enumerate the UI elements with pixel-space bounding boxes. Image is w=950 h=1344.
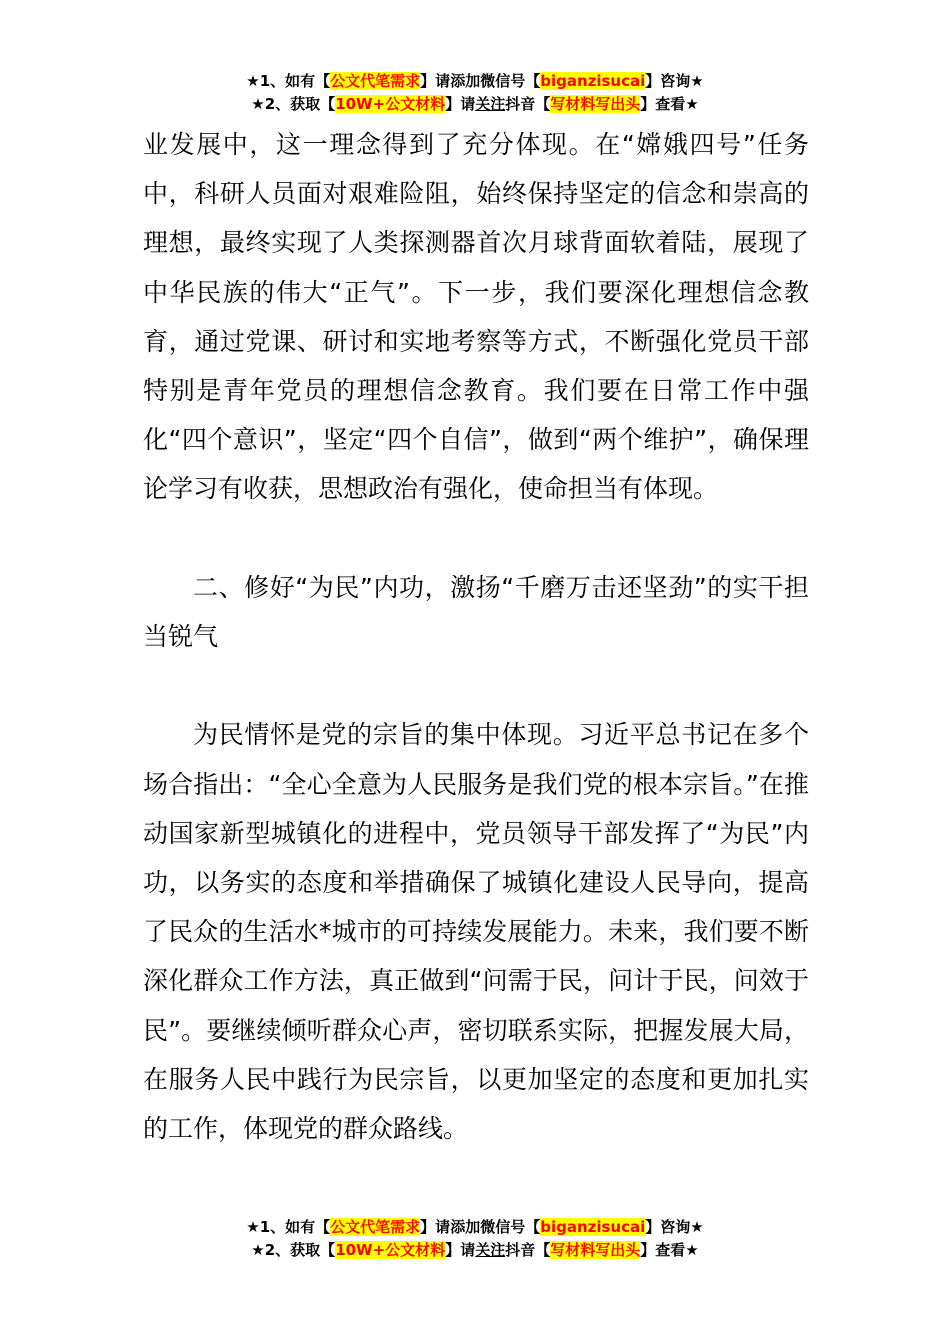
document-body [143, 120, 809, 1153]
banner-highlight: 公文代笔需求 [330, 72, 421, 90]
banner-emphasis: 添加 [450, 1218, 481, 1236]
banner-emphasis: 关注 [475, 95, 506, 113]
banner-text: ★2、获取【 [251, 95, 336, 113]
banner-line-1 [0, 1216, 950, 1239]
paragraph-gap [143, 661, 809, 710]
banner-highlight: 写材料写出头 [550, 1241, 641, 1259]
banner-text: 抖音【 [505, 95, 551, 113]
banner-highlight: biganzisucai [540, 72, 646, 90]
banner-line-2 [0, 1239, 950, 1262]
banner-text: 微信号【 [480, 72, 541, 90]
paragraph: 为民情怀是党的宗旨的集中体现。习近平总书记在多个场合指出：“全心全意为人民服务是我们党的根本宗旨。”在推动国家新型城镇化的进程中，党员领导干部发挥了“为民”内功，以务实的态度和举措确保了城镇化建设人民导向，提高了民众的生活水*城市的可持续发展能力。未来，我们要不断深化群众工作方法，真正做到“问需于民，问计于民，问效于民”。要继续倾听群众心声，密切联系实际，把握发展大局，在服务人民中践行为民宗旨，以更加坚定的态度和更加扎实的工作，体现党的群众路线。 [143, 720, 809, 1144]
banner-highlight: 公文代笔需求 [330, 1218, 421, 1236]
banner-emphasis: 关注 [475, 1241, 506, 1259]
section-heading: 二、修好“为民”内功，激扬“千磨万击还坚劲”的实干担当锐气 [143, 572, 809, 652]
banner-line-1 [0, 70, 950, 93]
banner-text: ★2、获取【 [251, 1241, 336, 1259]
banner-text: 】查看★ [640, 1241, 699, 1259]
banner-highlight: 10W+公文材料 [335, 95, 446, 113]
footer-banner [0, 1216, 950, 1262]
banner-text: 】请 [445, 95, 476, 113]
paragraph-gap [143, 514, 809, 563]
banner-text: 】请 [420, 1218, 451, 1236]
banner-text: 抖音【 [505, 1241, 551, 1259]
banner-text: ★1、如有【 [246, 72, 331, 90]
banner-highlight: 写材料写出头 [550, 95, 641, 113]
banner-line-2 [0, 93, 950, 116]
banner-emphasis: 添加 [450, 72, 481, 90]
paragraph: 业发展中，这一理念得到了充分体现。在“嫦娥四号”任务中，科研人员面对艰难险阻，始终保持坚定的信念和崇高的理想，最终实现了人类探测器首次月球背面软着陆，展现了中华民族的伟大“正气”。下一步，我们要深化理想信念教育，通过党课、研讨和实地考察等方式，不断强化党员干部特别是青年党员的理想信念教育。我们要在日常工作中强化“四个意识”，坚定“四个自信”，做到“两个维护”，确保理论学习有收获，思想政治有强化，使命担当有体现。 [143, 130, 809, 504]
banner-text: 微信号【 [480, 1218, 541, 1236]
banner-highlight: 10W+公文材料 [335, 1241, 446, 1259]
banner-text: 】请 [445, 1241, 476, 1259]
banner-text: ★1、如有【 [246, 1218, 331, 1236]
banner-highlight: biganzisucai [540, 1218, 646, 1236]
banner-text: 】查看★ [640, 95, 699, 113]
banner-text: 】请 [420, 72, 451, 90]
banner-text: 】咨询★ [645, 72, 704, 90]
banner-text: 】咨询★ [645, 1218, 704, 1236]
header-banner [0, 70, 950, 116]
